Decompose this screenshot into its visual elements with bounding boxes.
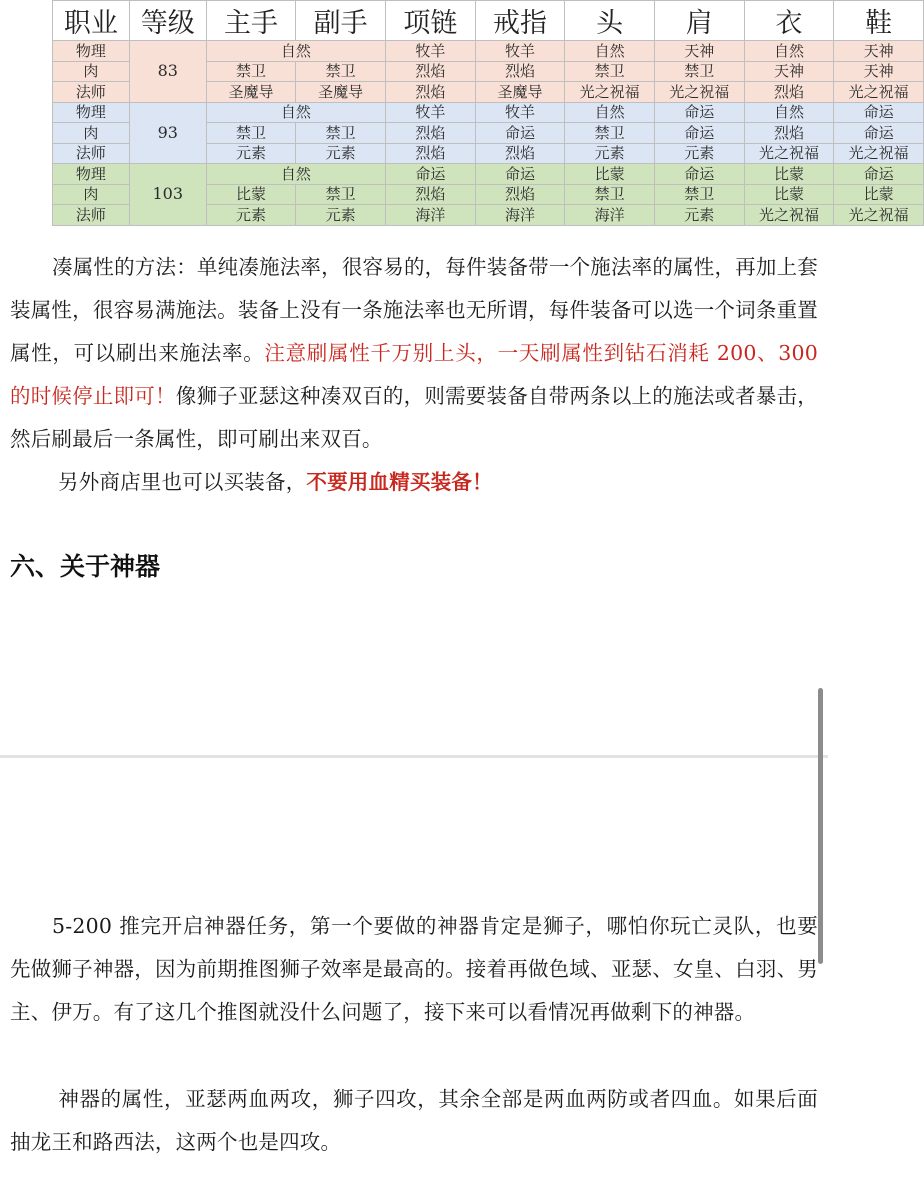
cell-off-hand: 禁卫 — [296, 123, 386, 144]
paragraph-text: 5-200 推完开启神器任务，第一个要做的神器肯定是狮子，哪怕你玩亡灵队，也要先做狮子神器，因为前期推图狮子效率是最高的。接着再做色域、亚瑟、女皇、白羽、男主、伊万。有了这几个推图就没什么问题了，接下来可以看情况再做剩下的神器。 — [10, 914, 818, 1024]
cell-main-hand: 比蒙 — [206, 184, 296, 205]
cell-weapon: 自然 — [206, 41, 385, 62]
artifact-order-paragraph — [10, 905, 818, 1034]
cell-level: 83 — [129, 41, 206, 103]
cell-head: 自然 — [565, 41, 655, 62]
cell-head: 禁卫 — [565, 123, 655, 144]
cell-ring: 命运 — [475, 123, 565, 144]
cell-shoes: 光之祝福 — [834, 143, 924, 164]
cell-necklace: 牧羊 — [386, 41, 476, 62]
cell-head: 光之祝福 — [565, 82, 655, 103]
cell-necklace: 牧羊 — [386, 102, 476, 123]
table-row — [53, 41, 924, 62]
cell-class: 肉 — [53, 184, 130, 205]
cell-body: 比蒙 — [744, 184, 834, 205]
cell-shoulder: 光之祝福 — [654, 82, 744, 103]
warning-text: 注意刷属性千万别上头，一天刷属性到钻石消耗 200、300 的时候停止即可！ — [10, 341, 818, 408]
warning-text: 不要用血精买装备！ — [306, 470, 493, 494]
cell-weapon: 自然 — [206, 164, 385, 185]
cell-main-hand: 禁卫 — [206, 61, 296, 82]
cell-necklace: 烈焰 — [386, 123, 476, 144]
cell-body: 比蒙 — [744, 164, 834, 185]
cell-necklace: 烈焰 — [386, 184, 476, 205]
cell-shoes: 天神 — [834, 61, 924, 82]
cell-class: 物理 — [53, 41, 130, 62]
cell-shoes: 比蒙 — [834, 184, 924, 205]
cell-head: 海洋 — [565, 205, 655, 226]
cell-shoulder: 命运 — [654, 102, 744, 123]
cell-class: 法师 — [53, 143, 130, 164]
cell-shoes: 命运 — [834, 123, 924, 144]
cell-body: 天神 — [744, 61, 834, 82]
header-class: 职业 — [53, 1, 130, 41]
cell-ring: 烈焰 — [475, 143, 565, 164]
cell-shoulder: 元素 — [654, 205, 744, 226]
cell-body: 光之祝福 — [744, 143, 834, 164]
cell-level: 93 — [129, 102, 206, 164]
table-header-row — [53, 1, 924, 41]
header-off-hand: 副手 — [296, 1, 386, 41]
cell-head: 禁卫 — [565, 61, 655, 82]
cell-off-hand: 圣魔导 — [296, 82, 386, 103]
paragraph-text: 另外商店里也可以买装备， — [58, 470, 307, 494]
scrollbar[interactable] — [818, 688, 823, 964]
cell-ring: 牧羊 — [475, 102, 565, 123]
cell-off-hand: 禁卫 — [296, 61, 386, 82]
header-necklace: 项链 — [386, 1, 476, 41]
cell-head: 自然 — [565, 102, 655, 123]
cell-ring: 牧羊 — [475, 41, 565, 62]
divider — [0, 755, 828, 758]
cell-main-hand: 禁卫 — [206, 123, 296, 144]
header-main-hand: 主手 — [206, 1, 296, 41]
section-heading: 六、关于神器 — [10, 552, 161, 581]
paragraph-text: 像狮子亚瑟这种凑双百的，则需要装备自带两条以上的施法或者暴击，然后刷最后一条属性，即可刷出来双百。 — [10, 384, 818, 451]
cell-shoes: 命运 — [834, 164, 924, 185]
cell-ring: 海洋 — [475, 205, 565, 226]
cell-necklace: 烈焰 — [386, 82, 476, 103]
cell-weapon: 自然 — [206, 102, 385, 123]
cell-shoulder: 禁卫 — [654, 61, 744, 82]
cell-necklace: 海洋 — [386, 205, 476, 226]
cell-class: 物理 — [53, 164, 130, 185]
cell-off-hand: 元素 — [296, 205, 386, 226]
cell-shoes: 命运 — [834, 102, 924, 123]
header-body: 衣 — [744, 1, 834, 41]
cell-necklace: 烈焰 — [386, 61, 476, 82]
header-head: 头 — [565, 1, 655, 41]
cell-class: 肉 — [53, 123, 130, 144]
cell-ring: 命运 — [475, 164, 565, 185]
cell-head: 禁卫 — [565, 184, 655, 205]
cell-ring: 圣魔导 — [475, 82, 565, 103]
equipment-table — [52, 0, 924, 226]
cell-class: 物理 — [53, 102, 130, 123]
header-level: 等级 — [129, 1, 206, 41]
table-row — [53, 102, 924, 123]
cell-shoes: 光之祝福 — [834, 82, 924, 103]
cell-shoulder: 天神 — [654, 41, 744, 62]
cell-ring: 烈焰 — [475, 61, 565, 82]
cell-level: 103 — [129, 164, 206, 226]
cell-head: 比蒙 — [565, 164, 655, 185]
cell-ring: 烈焰 — [475, 184, 565, 205]
cell-body: 烈焰 — [744, 123, 834, 144]
header-ring: 戒指 — [475, 1, 565, 41]
header-shoes: 鞋 — [834, 1, 924, 41]
cell-main-hand: 圣魔导 — [206, 82, 296, 103]
cell-off-hand: 元素 — [296, 143, 386, 164]
cell-shoulder: 命运 — [654, 164, 744, 185]
cell-body: 烈焰 — [744, 82, 834, 103]
cell-body: 自然 — [744, 41, 834, 62]
attribute-method-paragraph — [10, 246, 818, 461]
shop-paragraph — [10, 461, 818, 504]
cell-head: 元素 — [565, 143, 655, 164]
cell-main-hand: 元素 — [206, 143, 296, 164]
cell-necklace: 烈焰 — [386, 143, 476, 164]
cell-necklace: 命运 — [386, 164, 476, 185]
equipment-table-image — [52, 0, 909, 232]
cell-shoes: 天神 — [834, 41, 924, 62]
cell-body: 光之祝福 — [744, 205, 834, 226]
cell-class: 法师 — [53, 205, 130, 226]
paragraph-text: 凑属性的方法：单纯凑施法率，很容易的，每件装备带一个施法率的属性，再加上套装属性，很容易满施法。装备上没有一条施法率也无所谓，每件装备可以选一个词条重置属性，可以刷出来施法率。 — [10, 255, 818, 365]
table-row — [53, 164, 924, 185]
cell-main-hand: 元素 — [206, 205, 296, 226]
cell-shoulder: 元素 — [654, 143, 744, 164]
cell-shoes: 光之祝福 — [834, 205, 924, 226]
cell-shoulder: 命运 — [654, 123, 744, 144]
header-shoulder: 肩 — [654, 1, 744, 41]
cell-class: 法师 — [53, 82, 130, 103]
cell-shoulder: 禁卫 — [654, 184, 744, 205]
cell-body: 自然 — [744, 102, 834, 123]
cell-off-hand: 禁卫 — [296, 184, 386, 205]
cell-class: 肉 — [53, 61, 130, 82]
paragraph-text: 神器的属性，亚瑟两血两攻，狮子四攻，其余全部是两血两防或者四血。如果后面抽龙王和路西法，这两个也是四攻。 — [10, 1087, 818, 1154]
artifact-attribute-paragraph — [10, 1078, 818, 1164]
